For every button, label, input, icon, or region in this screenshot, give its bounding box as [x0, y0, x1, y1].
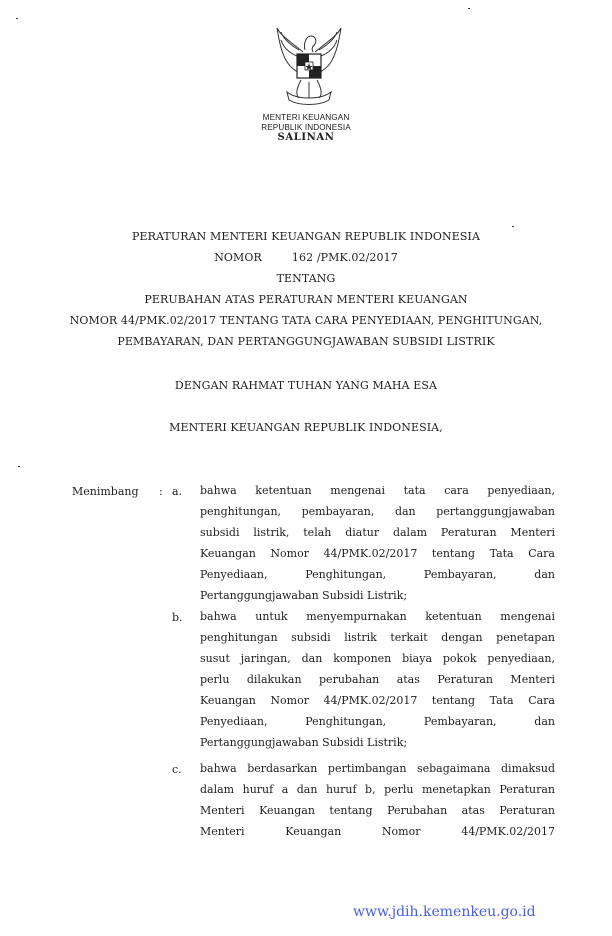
- text-line: perlu dilakukan perubahan atas Peraturan Menteri: [200, 673, 555, 686]
- consideration-b: [200, 606, 555, 753]
- garuda-emblem-icon: [273, 22, 345, 110]
- issuer: MENTERI KEUANGAN REPUBLIK INDONESIA,: [169, 421, 443, 434]
- regulation-number: [0, 251, 612, 264]
- nomor-label: NOMOR: [214, 251, 262, 264]
- scan-speck: [468, 8, 470, 9]
- item-letter-a: a.: [172, 485, 183, 498]
- nomor-value: 162 /PMK.02/2017: [291, 251, 398, 264]
- text-line: Pertanggungjawaban Subsidi Listrik;: [200, 589, 408, 602]
- jdih-website-link[interactable]: www.jdih.kemenkeu.go.id: [353, 904, 536, 920]
- text-line: Penyediaan, Penghitungan, Pembayaran, dan: [200, 568, 555, 581]
- text-line: bahwa berdasarkan pertimbangan sebagaimana dimaksud: [200, 762, 555, 775]
- regulation-title: PERATURAN MENTERI KEUANGAN REPUBLIK INDONESIA: [131, 230, 481, 243]
- text-line: susut jaringan, dan komponen biaya pokok penyediaan,: [200, 652, 555, 665]
- scan-speck: [512, 226, 514, 227]
- consideration-c: [200, 758, 555, 842]
- text-line: subsidi listrik, telah diatur dalam Peraturan Menteri: [200, 526, 555, 539]
- text-line: Pertanggungjawaban Subsidi Listrik;: [200, 736, 408, 749]
- subject-line-2: NOMOR 44/PMK.02/2017 TENTANG TATA CARA PENYEDIAAN, PENGHITUNGAN,: [69, 314, 543, 327]
- text-line: Menteri Keuangan Nomor 44/PMK.02/2017: [200, 825, 555, 838]
- republic-name: REPUBLIK INDONESIA: [261, 123, 351, 132]
- consideration-a: [200, 480, 555, 606]
- subject-line-3: PEMBAYARAN, DAN PERTANGGUNGJAWABAN SUBSIDI LISTRIK: [117, 335, 495, 348]
- text-line: penghitungan, pembayaran, dan pertanggungjawaban: [200, 505, 555, 518]
- tentang-heading: TENTANG: [276, 272, 336, 285]
- text-line: Menteri Keuangan tentang Perubahan atas Peraturan: [200, 804, 555, 817]
- scan-speck: [16, 18, 18, 19]
- menimbang-colon: :: [159, 485, 163, 498]
- text-line: bahwa untuk menyempurnakan ketentuan mengenai: [200, 610, 555, 623]
- ministry-name: MENTERI KEUANGAN: [262, 113, 350, 122]
- text-line: penghitungan subsidi listrik terkait dengan penetapan: [200, 631, 555, 644]
- item-letter-c: c.: [172, 763, 182, 776]
- text-line: bahwa ketentuan mengenai tata cara penyediaan,: [200, 484, 555, 497]
- text-line: Keuangan Nomor 44/PMK.02/2017 tentang Tata Cara: [200, 547, 555, 560]
- scan-speck: [18, 466, 20, 467]
- text-line: Penyediaan, Penghitungan, Pembayaran, dan: [200, 715, 555, 728]
- invocation: DENGAN RAHMAT TUHAN YANG MAHA ESA: [174, 379, 438, 392]
- menimbang-label: Menimbang: [72, 485, 139, 498]
- salinan-stamp: SALINAN: [277, 132, 335, 143]
- text-line: dalam huruf a dan huruf b, perlu menetapkan Peraturan: [200, 783, 555, 796]
- subject-line-1: PERUBAHAN ATAS PERATURAN MENTERI KEUANGAN: [144, 293, 468, 306]
- text-line: Keuangan Nomor 44/PMK.02/2017 tentang Tata Cara: [200, 694, 555, 707]
- item-letter-b: b.: [172, 611, 183, 624]
